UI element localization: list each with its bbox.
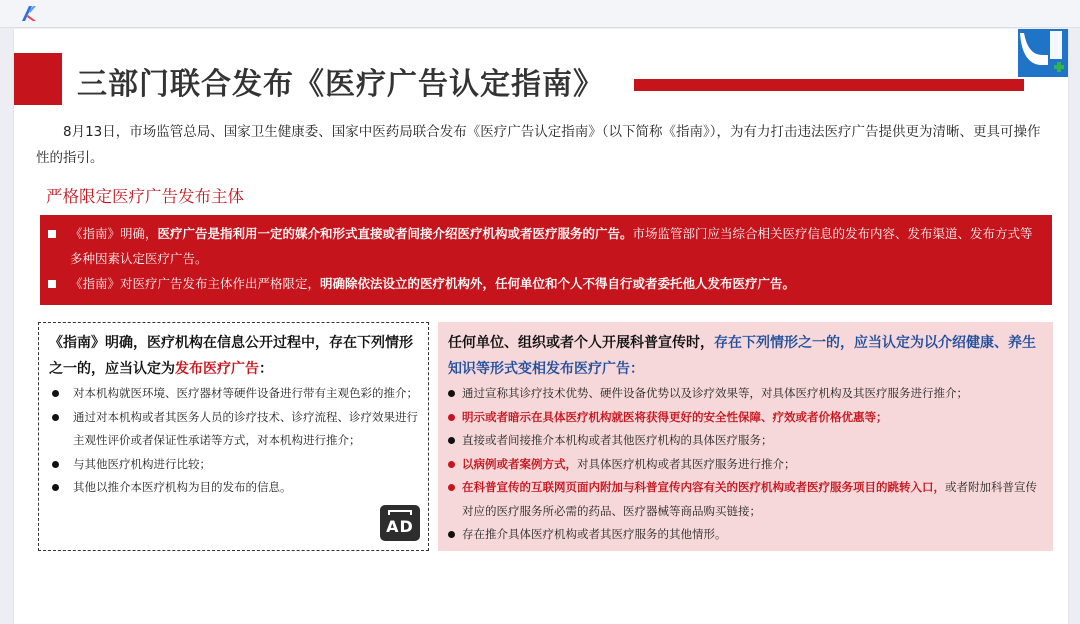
page-title: 三部门联合发布《医疗广告认定指南》: [77, 67, 604, 102]
list-item: 以病例或者案例方式，对具体医疗机构或者其医疗服务进行推介；: [448, 453, 1045, 477]
list-item: 通过对本机构或者其医务人员的诊疗技术、诊疗流程、诊疗效果进行主观性评价或者保证性承诺等方式，对本机构进行推介；: [49, 406, 422, 453]
section-heading: 严格限定医疗广告发布主体: [46, 187, 244, 206]
bullet-icon: [52, 414, 59, 421]
bullet-icon: [448, 484, 455, 491]
title-accent-block: [14, 53, 62, 105]
bullet-icon: [448, 461, 455, 468]
definition-highlight-box: [40, 215, 1052, 305]
bullet-icon: [52, 461, 59, 468]
slide-page: [13, 29, 1069, 624]
intro-paragraph: 8月13日，市场监管总局、国家卫生健康委、国家中医药局联合发布《医疗广告认定指南》（以下简称《指南》），为有力打击违法医疗广告提供更为清晰、更具可操作性的指引。: [36, 124, 1041, 166]
criteria-lead: 《指南》明确，医疗机构在信息公开过程中，存在下列情形之一的，应当认定为发布医疗广告：: [49, 335, 413, 377]
viewer-toolbar: [0, 0, 1080, 28]
square-bullet-icon: [48, 280, 56, 288]
bullet-icon: [448, 437, 455, 444]
list-item: 在科普宣传的互联网页面内附加与科普宣传内容有关的医疗机构或者医疗服务项目的跳转入口，或者附加科普宣传对应的医疗服务所必需的药品、医疗器械等商品购买链接；: [448, 476, 1045, 523]
definition-item: 《指南》明确，医疗广告是指利用一定的媒介和形式直接或者间接介绍医疗机构或者医疗服务的广告。市场监管部门应当综合相关医疗信息的发布内容、发布渠道、发布方式等多种因素认定医疗广告。: [48, 221, 1038, 271]
list-item: 通过宣称其诊疗技术优势、硬件设备优势以及诊疗效果等，对具体医疗机构及其医疗服务进行推介；: [448, 382, 1045, 406]
definition-item: 《指南》对医疗广告发布主体作出严格限定，明确除依法设立的医疗机构外，任何单位和个人不得自行或者委托他人发布医疗广告。: [48, 271, 1038, 296]
list-item: 对本机构就医环境、医疗器材等硬件设备进行带有主观色彩的推介；: [49, 382, 422, 406]
bullet-icon: [52, 390, 59, 397]
app-logo-icon[interactable]: [18, 3, 40, 25]
corner-brand-logo-icon: [1018, 29, 1068, 77]
ad-badge-icon: AD: [380, 505, 420, 541]
list-item: 其他以推介本医疗机构为目的发布的信息。: [49, 476, 422, 500]
science-promotion-criteria-box: [438, 322, 1053, 551]
medical-institution-criteria-box: [38, 322, 429, 551]
list-item: 存在推介具体医疗机构或者其医疗服务的其他情形。: [448, 523, 1045, 547]
bullet-icon: [448, 414, 455, 421]
square-bullet-icon: [48, 230, 56, 238]
list-item: 明示或者暗示在具体医疗机构就医将获得更好的安全性保障、疗效或者价格优惠等；: [448, 406, 1045, 430]
title-underline-bar: [634, 79, 1024, 91]
bullet-icon: [52, 484, 59, 491]
bullet-icon: [448, 390, 455, 397]
list-item: 直接或者间接推介本机构或者其他医疗机构的具体医疗服务；: [448, 429, 1045, 453]
criteria-lead: 任何单位、组织或者个人开展科普宣传时，存在下列情形之一的，应当认定为以介绍健康、养生知识等形式变相发布医疗广告：: [448, 335, 1036, 377]
bullet-icon: [448, 531, 455, 538]
list-item: 与其他医疗机构进行比较；: [49, 453, 422, 477]
